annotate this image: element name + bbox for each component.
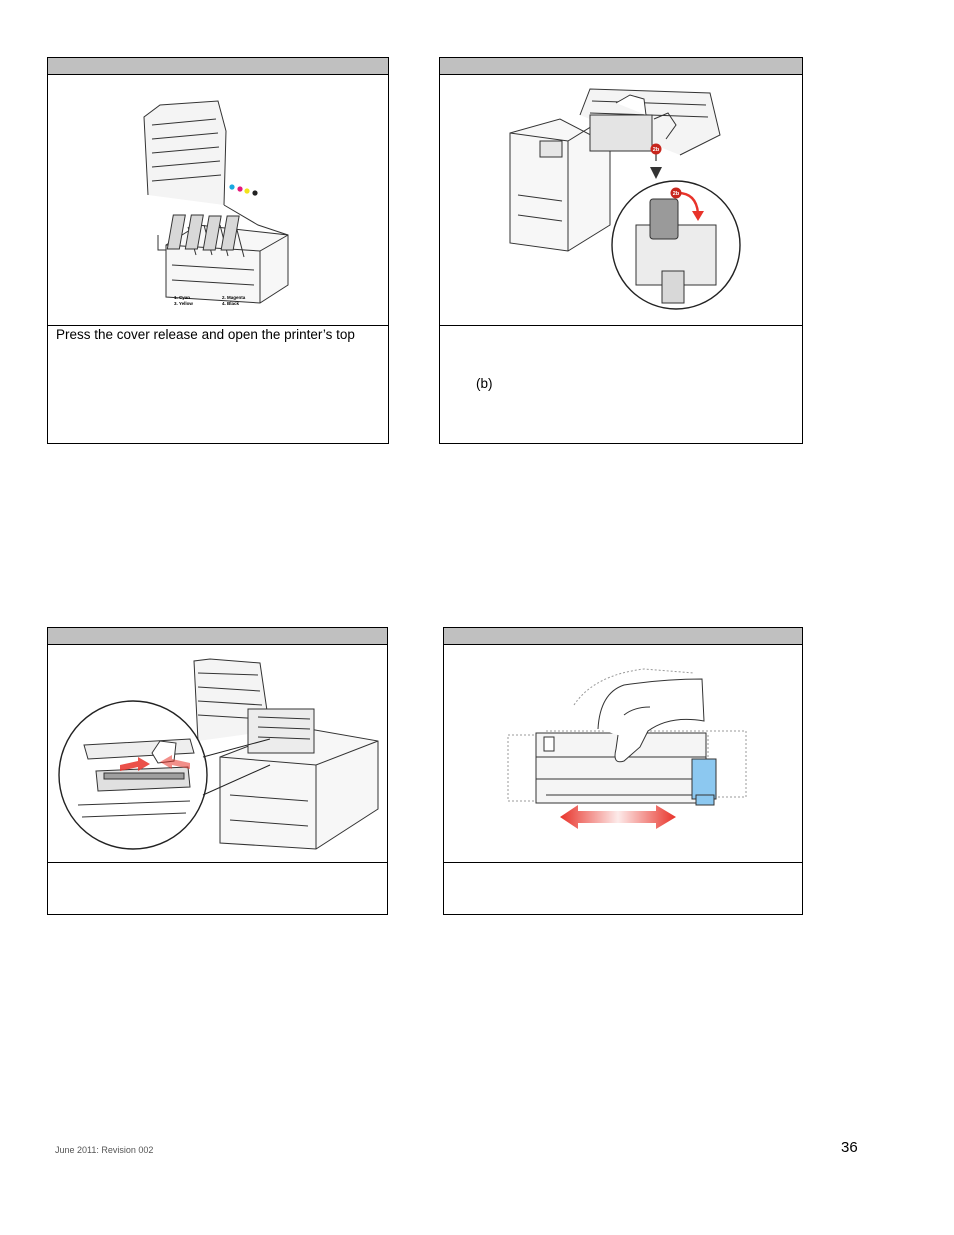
- footer-revision: June 2011: Revision 002: [55, 1145, 154, 1155]
- page-number: 36: [841, 1139, 858, 1156]
- step-substep-label: (b): [476, 376, 493, 391]
- panel-caption-area: [48, 862, 387, 914]
- step-panel-remove-drum: [439, 57, 803, 444]
- panel-caption-area: [444, 862, 802, 914]
- step-panel-open-cover: [47, 57, 389, 444]
- legend-black: 4. Black: [222, 301, 240, 306]
- step-panel-clean-led-head: [47, 627, 388, 915]
- legend-magenta: 2. Magenta: [222, 295, 246, 300]
- panel-caption-area: [440, 325, 802, 443]
- step-instruction-text: Press the cover release and open the printer’s top: [56, 327, 355, 342]
- panel-header-bar: [440, 58, 802, 75]
- step-badge-2b-inset: 2b: [672, 191, 680, 197]
- panel-caption-area: [48, 325, 388, 443]
- panel-header-bar: [48, 628, 387, 645]
- step-badge-2b: 2b: [652, 147, 660, 153]
- led-cleaning-illustration: [48, 645, 387, 863]
- legend-yellow: 3. Yellow: [174, 301, 193, 306]
- drum-removal-illustration: [440, 75, 802, 328]
- panel-header-bar: [48, 58, 388, 75]
- legend-cyan: 1. Cyan: [174, 295, 191, 300]
- printer-open-illustration: [48, 75, 388, 328]
- panel-header-bar: [444, 628, 802, 645]
- toner-shake-illustration: [444, 645, 802, 863]
- step-panel-shake-toner: [443, 627, 803, 915]
